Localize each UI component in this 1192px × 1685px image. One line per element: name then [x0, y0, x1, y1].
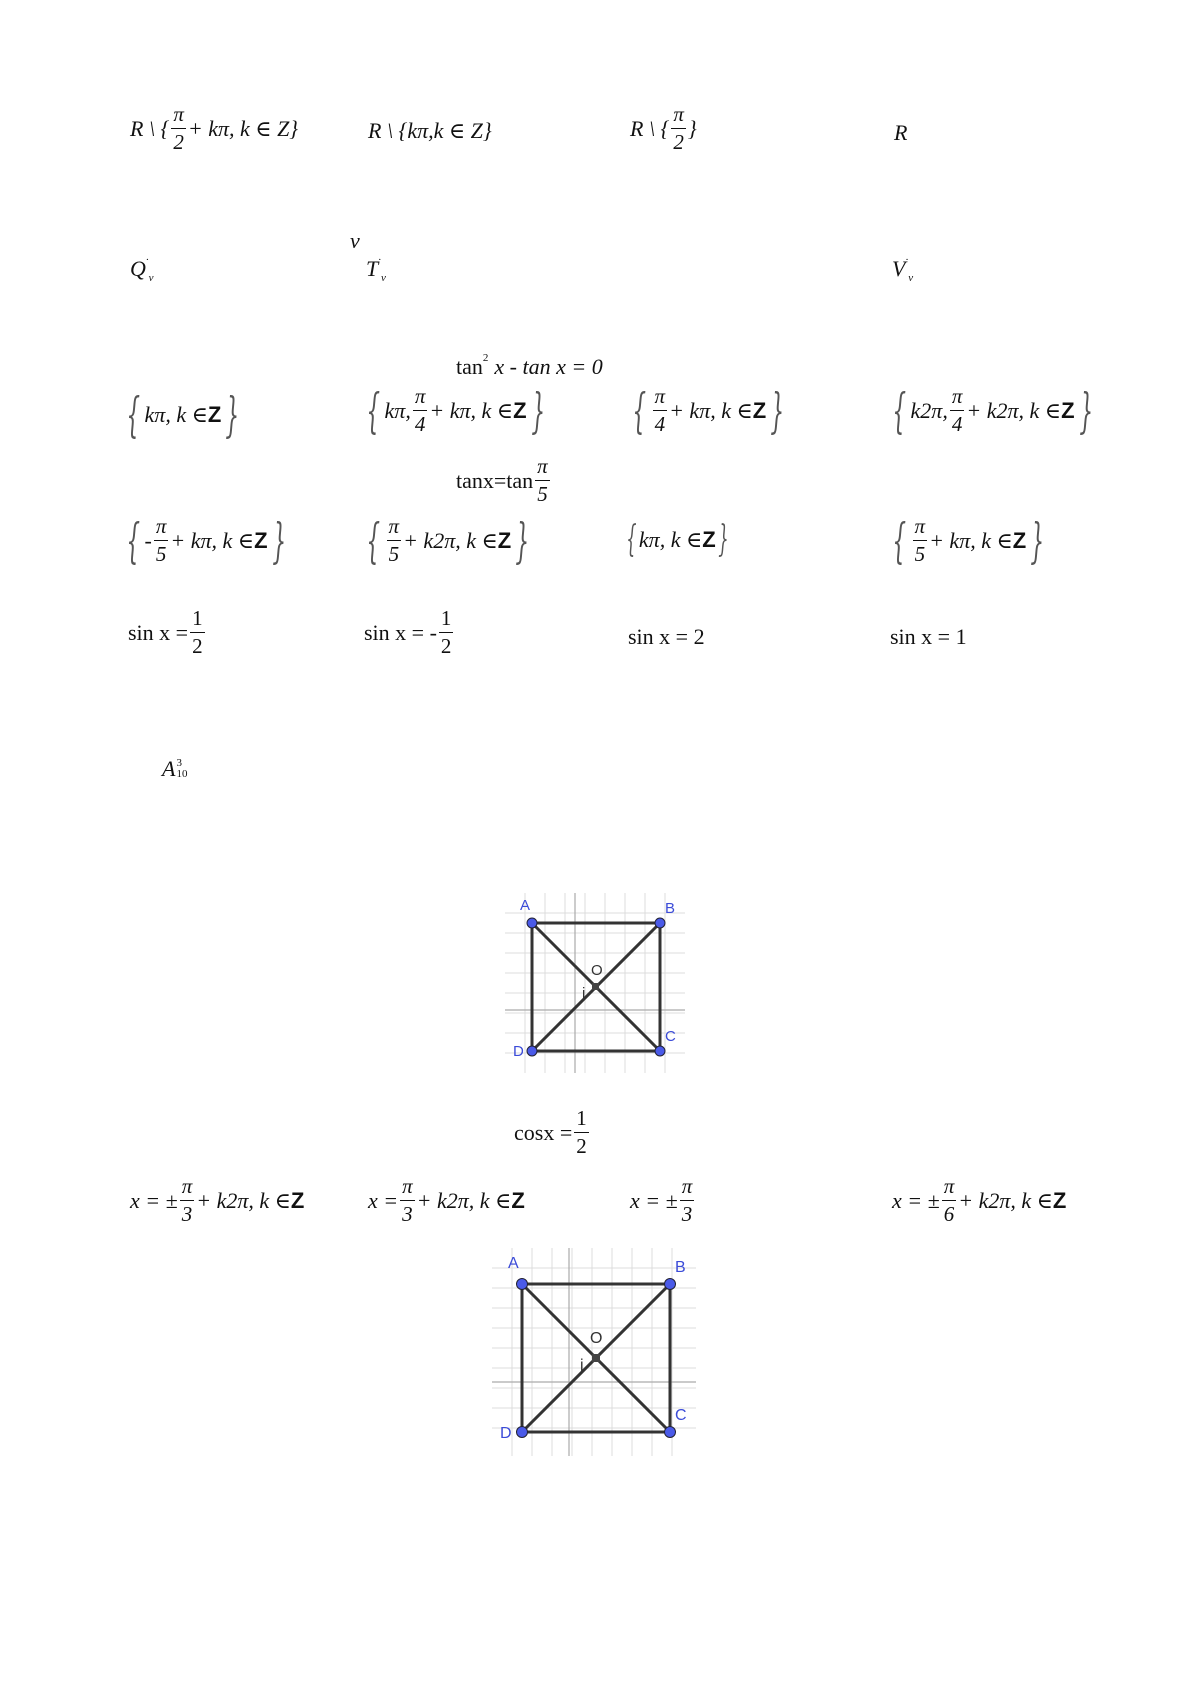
q7-d-right: + k2π, k ∈	[958, 1187, 1053, 1213]
q1-a-left: R \ {	[130, 115, 170, 141]
q4-d-den: 5	[914, 542, 926, 566]
q4-eq-num: π	[535, 456, 550, 481]
q3-eq-tan: tan	[456, 354, 483, 379]
q3-c-num: π	[653, 386, 668, 411]
left-brace: {	[892, 512, 907, 569]
q3-eq-rest: x - tan x = 0	[494, 354, 603, 379]
q7-b-num: π	[400, 1176, 415, 1201]
square-figure-2	[492, 1248, 696, 1456]
q4-a-right: + kπ, k ∈	[170, 527, 255, 553]
label-b: B	[675, 1259, 686, 1276]
q2-vector-v: v	[350, 228, 360, 253]
q1-c-fraction	[671, 104, 686, 153]
q7-c-num: π	[680, 1176, 695, 1201]
point-c	[665, 1427, 676, 1438]
q4-a-num: π	[154, 516, 169, 541]
left-brace: {	[626, 519, 637, 560]
q4-b-fraction	[387, 516, 402, 565]
q5-b-num: 1	[439, 608, 454, 633]
q7-b-left: x =	[368, 1187, 399, 1213]
q3-b-integers: Z	[513, 397, 527, 423]
point-b	[665, 1279, 676, 1290]
q7-a-fraction	[180, 1176, 195, 1225]
right-brace: }	[530, 382, 545, 439]
label-j: j	[582, 985, 586, 1002]
q3-option-a	[122, 387, 244, 443]
q4-eq-left: tanx=tan	[456, 467, 534, 493]
q6-sub: 10	[176, 768, 188, 780]
q1-option-c	[630, 104, 697, 153]
q2-option-b	[366, 253, 386, 284]
point-o	[592, 1354, 600, 1362]
label-j: j	[580, 1357, 584, 1374]
label-a: A	[520, 897, 531, 914]
q5-a-fraction	[190, 608, 205, 657]
q4-c-integers: Z	[702, 527, 716, 552]
left-brace: {	[366, 382, 381, 439]
q7-eq-fraction	[574, 1108, 589, 1157]
point-a	[517, 1279, 528, 1290]
q2-a-sub: v	[148, 271, 154, 284]
q1-option-b: R \ {kπ,k ∈ Z}	[368, 118, 492, 143]
q3-b-fraction	[413, 386, 428, 435]
q7-b-integers: Z	[511, 1187, 525, 1213]
q4-option-d	[888, 512, 1049, 569]
q5-b-fraction	[439, 608, 454, 657]
q7-option-b	[368, 1176, 525, 1225]
q2-d-mark: ·	[905, 253, 909, 266]
q5-b-den: 2	[440, 634, 452, 658]
q4-equation	[456, 456, 552, 505]
q7-eq-left: cosx =	[514, 1119, 573, 1145]
q4-b-den: 5	[388, 542, 400, 566]
q5-a-left: sin x =	[128, 619, 189, 645]
q4-eq-fraction	[535, 456, 550, 505]
q7-d-den: 6	[943, 1202, 955, 1226]
q6-sup: 3	[176, 757, 182, 769]
q7-a-den: 3	[181, 1202, 193, 1226]
q1-c-left: R \ {	[630, 115, 670, 141]
q7-b-right: + k2π, k ∈	[416, 1187, 512, 1213]
q4-b-num: π	[387, 516, 402, 541]
q7-equation	[514, 1108, 591, 1157]
q3-option-b	[362, 382, 549, 439]
right-brace: }	[271, 512, 286, 569]
q3-d-integers: Z	[1061, 397, 1075, 423]
q4-c-text: kπ, k ∈	[638, 527, 703, 552]
q7-a-left: x = ±	[130, 1187, 178, 1213]
q2-b-main: T	[366, 256, 379, 281]
point-b	[655, 918, 665, 928]
q7-eq-num: 1	[574, 1108, 589, 1133]
q7-d-integers: Z	[1052, 1187, 1067, 1213]
q7-b-fraction	[400, 1176, 415, 1225]
q3-b-left: kπ,	[384, 397, 411, 423]
q4-d-fraction	[913, 516, 928, 565]
q7-eq-den: 2	[576, 1134, 587, 1158]
q3-b-den: 4	[414, 412, 426, 436]
label-d: D	[500, 1425, 512, 1442]
q7-a-integers: Z	[290, 1187, 305, 1213]
q3-d-num: π	[950, 386, 965, 411]
right-brace: }	[770, 382, 785, 439]
q3-option-d	[888, 382, 1097, 439]
q4-eq-den: 5	[537, 482, 548, 506]
q3-b-num: π	[413, 386, 428, 411]
q1-option-a	[130, 104, 298, 153]
q3-d-left: k2π,	[910, 397, 948, 423]
q6-arrangement	[162, 758, 187, 780]
q5-a-num: 1	[190, 608, 205, 633]
q3-c-integers: Z	[752, 397, 767, 423]
q2-a-mark: ·	[145, 253, 149, 266]
q1-a-den: 2	[173, 130, 184, 154]
q7-c-fraction	[680, 1176, 695, 1225]
q3-option-c	[628, 382, 789, 439]
q3-d-fraction	[950, 386, 965, 435]
q7-d-fraction	[942, 1176, 957, 1225]
q1-a-num: π	[171, 104, 186, 129]
q2-d-main: V	[892, 256, 906, 281]
label-o: O	[590, 1330, 603, 1347]
q4-option-a	[122, 512, 290, 569]
label-c: C	[665, 1028, 676, 1045]
q7-d-num: π	[942, 1176, 957, 1201]
right-brace: }	[225, 387, 240, 443]
q3-d-right: + k2π, k ∈	[966, 397, 1062, 423]
q7-c-left: x = ±	[630, 1187, 678, 1213]
left-brace: {	[126, 387, 141, 443]
q1-option-d: R	[894, 120, 908, 145]
q7-c-den: 3	[681, 1202, 693, 1226]
q4-d-right: + kπ, k ∈	[929, 527, 1013, 553]
q4-a-den: 5	[155, 542, 167, 566]
left-brace: {	[892, 382, 907, 439]
q1-a-right: + kπ, k ∈ Z}	[187, 115, 299, 141]
right-brace: }	[718, 519, 729, 560]
label-d: D	[513, 1043, 524, 1060]
point-d	[527, 1046, 537, 1056]
right-brace: }	[1078, 382, 1093, 439]
q6-main: A	[162, 756, 176, 781]
square-figure-1	[505, 893, 685, 1073]
left-brace: {	[632, 382, 647, 439]
q7-option-a	[130, 1176, 304, 1225]
q4-d-integers: Z	[1012, 527, 1027, 553]
left-brace: {	[126, 512, 141, 569]
q1-a-fraction	[171, 104, 186, 153]
q3-d-den: 4	[951, 412, 963, 436]
q2-option-a	[130, 253, 154, 284]
q7-a-right: + k2π, k ∈	[196, 1187, 291, 1213]
label-o: O	[591, 962, 603, 979]
left-brace: {	[366, 512, 381, 569]
q2-d-sub: v	[908, 271, 914, 284]
q3-c-den: 4	[654, 412, 666, 436]
q4-a-left: -	[144, 527, 152, 553]
q2-b-mark: ·	[378, 253, 381, 266]
q5-b-left: sin x = -	[364, 619, 437, 645]
q7-option-d	[892, 1176, 1066, 1225]
point-d	[517, 1427, 528, 1438]
q3-equation	[456, 351, 603, 379]
q4-d-num: π	[913, 516, 928, 541]
point-o	[592, 983, 599, 990]
right-brace: }	[1030, 512, 1045, 569]
q3-a-integers: Z	[207, 402, 222, 427]
q7-b-den: 3	[402, 1202, 413, 1226]
q4-option-c	[624, 519, 731, 560]
q1-c-right: }	[687, 115, 697, 141]
point-c	[655, 1046, 665, 1056]
q3-a-text: kπ, k ∈	[144, 402, 208, 427]
right-brace: }	[515, 512, 530, 569]
label-a: A	[508, 1255, 519, 1272]
q7-d-left: x = ±	[892, 1187, 940, 1213]
q2-option-d	[892, 253, 914, 284]
q4-option-b	[362, 512, 534, 569]
q3-eq-exp: 2	[482, 351, 489, 364]
q2-b-sub: v	[381, 271, 386, 284]
label-b: B	[665, 900, 676, 917]
point-a	[527, 918, 537, 928]
q4-b-right: + k2π, k ∈	[403, 527, 498, 553]
q5-option-b	[364, 608, 455, 657]
q3-c-fraction	[653, 386, 668, 435]
q4-b-integers: Z	[497, 527, 512, 553]
q5-option-a	[128, 608, 207, 657]
q5-option-c: sin x = 2	[628, 624, 705, 649]
q1-c-num: π	[671, 104, 686, 129]
q1-c-den: 2	[673, 130, 684, 154]
label-c: C	[675, 1407, 687, 1424]
q7-option-c	[630, 1176, 696, 1225]
q3-c-right: + kπ, k ∈	[669, 397, 753, 423]
q5-a-den: 2	[192, 634, 203, 658]
q6-indices	[176, 758, 187, 780]
q2-a-main: Q	[130, 256, 146, 281]
q7-a-num: π	[180, 1176, 195, 1201]
q3-b-right: + kπ, k ∈	[429, 397, 514, 423]
q4-a-integers: Z	[254, 527, 268, 553]
q5-option-d: sin x = 1	[890, 624, 967, 649]
q4-a-fraction	[154, 516, 169, 565]
